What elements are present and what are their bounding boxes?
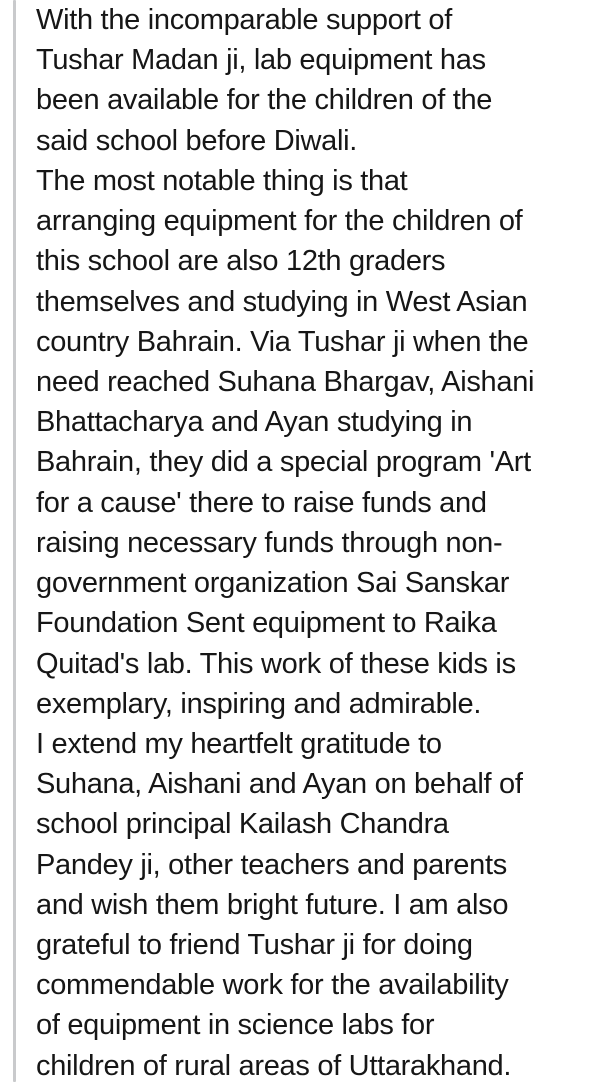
- text-line: themselves and studying in West Asian: [36, 285, 528, 318]
- text-line: Pandey ji, other teachers and parents: [36, 848, 507, 881]
- text-line: been available for the children of the: [36, 84, 493, 117]
- text-line: arranging equipment for the children of: [36, 205, 523, 238]
- text-line: grateful to friend Tushar ji for doing: [36, 929, 473, 962]
- text-line: said school before Diwali.: [36, 124, 358, 157]
- text-line: With the incomparable support of: [36, 4, 452, 36]
- text-line: of equipment in science labs for: [36, 1009, 435, 1042]
- post-text: [36, 0, 598, 1086]
- text-line: Tushar Madan ji, lab equipment has: [36, 44, 486, 77]
- text-line: Suhana, Aishani and Ayan on behalf of: [36, 768, 523, 801]
- text-line: Foundation Sent equipment to Raika: [36, 607, 497, 640]
- text-line: and wish them bright future. I am also: [36, 888, 509, 921]
- text-line: for a cause' there to raise funds and: [36, 486, 487, 519]
- text-line: need reached Suhana Bhargav, Aishani: [36, 365, 535, 398]
- left-quote-bar: [13, 0, 16, 1082]
- text-line: exemplary, inspiring and admirable.: [36, 687, 482, 720]
- text-line: Quitad's lab. This work of these kids is: [36, 647, 516, 680]
- text-line: commendable work for the availability: [36, 969, 509, 1002]
- paragraph-1: [36, 0, 598, 161]
- text-line: country Bahrain. Via Tushar ji when the: [36, 325, 529, 358]
- text-line: Bahrain, they did a special program 'Art: [36, 446, 531, 479]
- text-line: raising necessary funds through non-: [36, 526, 503, 559]
- paragraph-3: [36, 724, 598, 1086]
- text-line: school principal Kailash Chandra: [36, 808, 449, 841]
- text-line: government organization Sai Sanskar: [36, 567, 510, 600]
- paragraph-2: [36, 161, 598, 724]
- text-line: The most notable thing is that: [36, 164, 408, 197]
- text-line: Bhattacharya and Ayan studying in: [36, 406, 473, 439]
- text-line: I extend my heartfelt gratitude to: [36, 727, 442, 760]
- text-line: this school are also 12th graders: [36, 245, 446, 278]
- text-line: children of rural areas of Uttarakhand.: [36, 1049, 512, 1082]
